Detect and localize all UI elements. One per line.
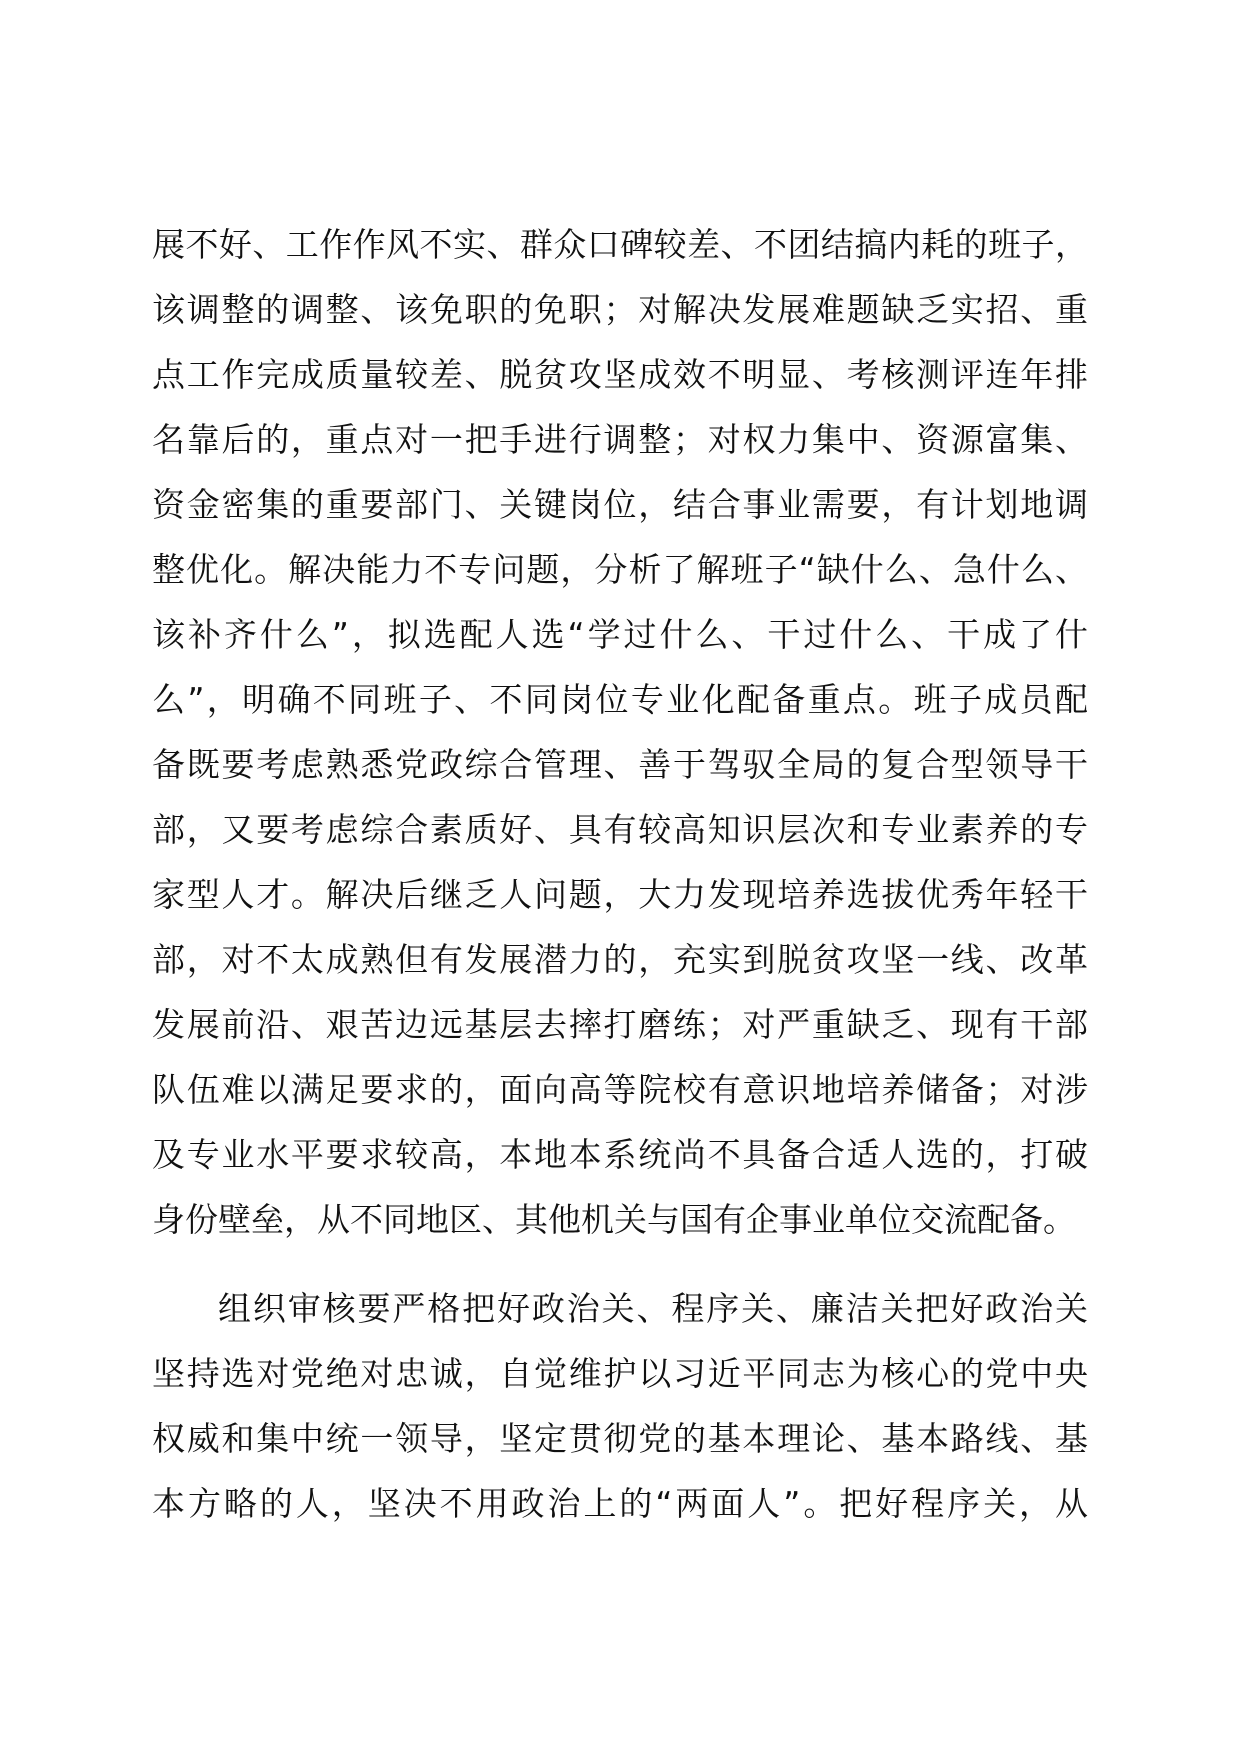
text-line: 整优化。解决能力不专问题，分析了解班子“缺什么、急什么、 <box>152 550 1088 589</box>
text-line: 点工作完成质量较差、脱贫攻坚成效不明显、考核测评连年排 <box>152 355 1088 394</box>
text-line: 展不好、工作作风不实、群众口碑较差、不团结搞内耗的班子， <box>152 225 1088 264</box>
text-line: 身份壁垒，从不同地区、其他机关与国有企事业单位交流配备。 <box>152 1200 1076 1239</box>
text-line: 权威和集中统一领导，坚定贯彻党的基本理论、基本路线、基 <box>152 1419 1088 1458</box>
body-paragraph-1 <box>152 212 1088 1252</box>
text-line: 该补齐什么”，拟选配人选“学过什么、干过什么、干成了什 <box>152 615 1088 654</box>
text-line: 么”，明确不同班子、不同岗位专业化配备重点。班子成员配 <box>152 680 1088 719</box>
text-line: 坚持选对党绝对忠诚，自觉维护以习近平同志为核心的党中央 <box>152 1354 1088 1393</box>
text-line: 队伍难以满足要求的，面向高等院校有意识地培养储备；对涉 <box>152 1070 1088 1109</box>
text-line: 该调整的调整、该免职的免职；对解决发展难题缺乏实招、重 <box>152 290 1088 329</box>
text-line: 组织审核要严格把好政治关、程序关、廉洁关把好政治关 <box>218 1289 1088 1328</box>
text-line: 备既要考虑熟悉党政综合管理、善于驾驭全局的复合型领导干 <box>152 745 1088 784</box>
text-line: 部，又要考虑综合素质好、具有较高知识层次和专业素养的专 <box>152 810 1088 849</box>
text-line: 资金密集的重要部门、关键岗位，结合事业需要，有计划地调 <box>152 485 1088 524</box>
text-line: 家型人才。解决后继乏人问题，大力发现培养选拔优秀年轻干 <box>152 875 1088 914</box>
body-paragraph-2 <box>152 1276 1088 1536</box>
text-line: 本方略的人，坚决不用政治上的“两面人”。把好程序关，从 <box>152 1484 1088 1523</box>
text-line: 及专业水平要求较高，本地本系统尚不具备合适人选的，打破 <box>152 1135 1088 1174</box>
text-line: 名靠后的，重点对一把手进行调整；对权力集中、资源富集、 <box>152 420 1088 459</box>
text-line: 发展前沿、艰苦边远基层去摔打磨练；对严重缺乏、现有干部 <box>152 1005 1088 1044</box>
text-line: 部，对不太成熟但有发展潜力的，充实到脱贫攻坚一线、改革 <box>152 940 1088 979</box>
